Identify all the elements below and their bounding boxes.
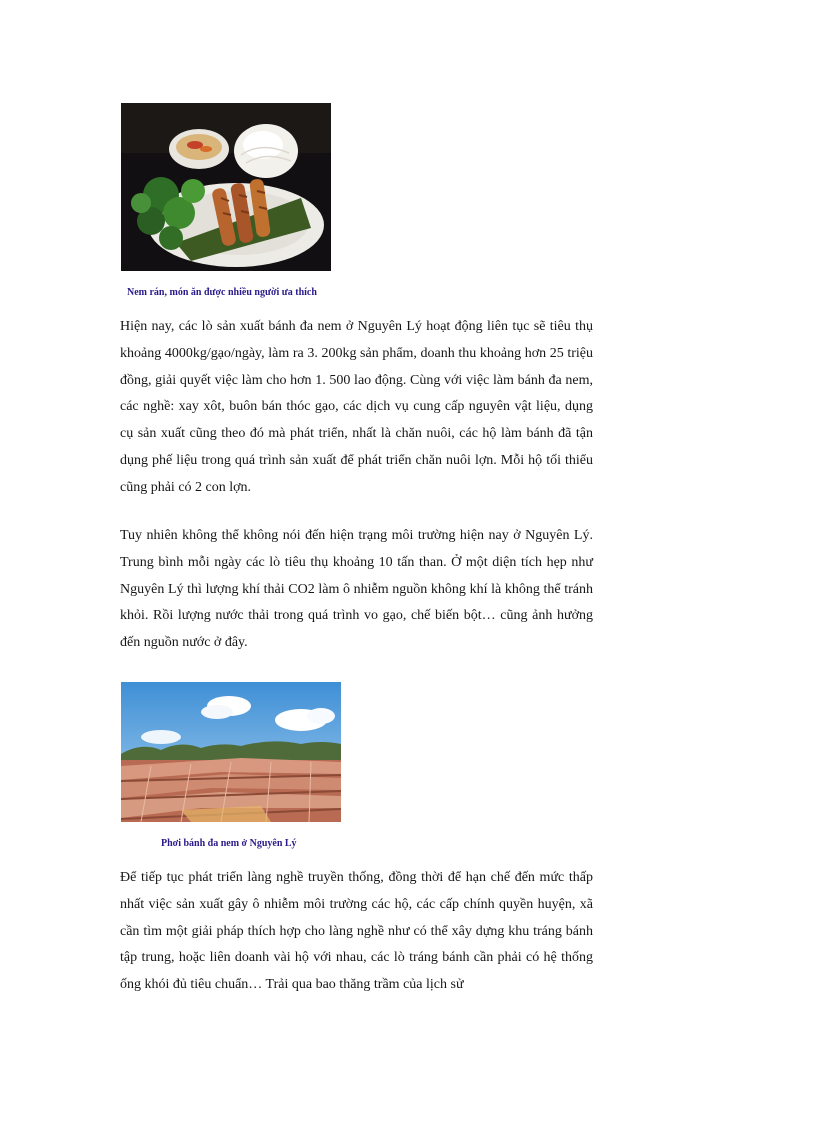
- figure-caption: Phơi bánh đa nem ở Nguyên Lý: [161, 838, 297, 849]
- figure-caption: Nem rán, món ăn được nhiều người ưa thích: [127, 287, 317, 298]
- drying-rice-paper-photo: [121, 682, 341, 822]
- spring-rolls-photo: [121, 103, 331, 271]
- body-paragraph: Tuy nhiên không thể không nói đến hiện trạng môi trường hiện nay ở Nguyên Lý. Trung bình mỗi ngày các lò tiêu thụ khoảng 10 tấn than. Ở một diện tích hẹp như Nguyên Lý thì lượng khí thải CO2 làm ô nhiễm nguồn không khí là không thể tránh khỏi. Rồi lượng nước thải trong quá trình vo gạo, chế biến bột… cũng ảnh hưởng đến nguồn nước ở đây.: [120, 528, 593, 651]
- body-paragraph: Hiện nay, các lò sản xuất bánh đa nem ở Nguyên Lý hoạt động liên tục sẽ tiêu thụ khoảng 4000kg/gạo/ngày, làm ra 3. 200kg sản phẩm, doanh thu khoảng hơn 25 triệu đồng, giải quyết việc làm cho hơn 1. 500 lao động. Cùng với việc làm bánh đa nem, các nghề: xay xôt, buôn bán thóc gạo, các dịch vụ cung cấp nguyên vật liệu, dụng cụ sản xuất cũng theo đó mà phát triển, nhất là chăn nuôi, các hộ làm bánh đã tận dụng phế liệu trong quá trình sản xuất để phát triển chăn nuôi lợn. Mỗi hộ tối thiểu cũng phải có 2 con lợn.: [120, 319, 593, 495]
- body-paragraph: Để tiếp tục phát triển làng nghề truyền thống, đồng thời để hạn chế đến mức thấp nhất việc sản xuất gây ô nhiễm môi trường các hộ, các cấp chính quyền huyện, xã cần tìm một giải pháp thích hợp cho làng nghề như có thể xây dựng khu tráng bánh tập trung, hoặc liên doanh vài hộ với nhau, các lò tráng bánh cần phải có hệ thống ống khói đủ tiêu chuẩn… Trải qua bao thăng trầm của lịch sử: [120, 870, 593, 993]
